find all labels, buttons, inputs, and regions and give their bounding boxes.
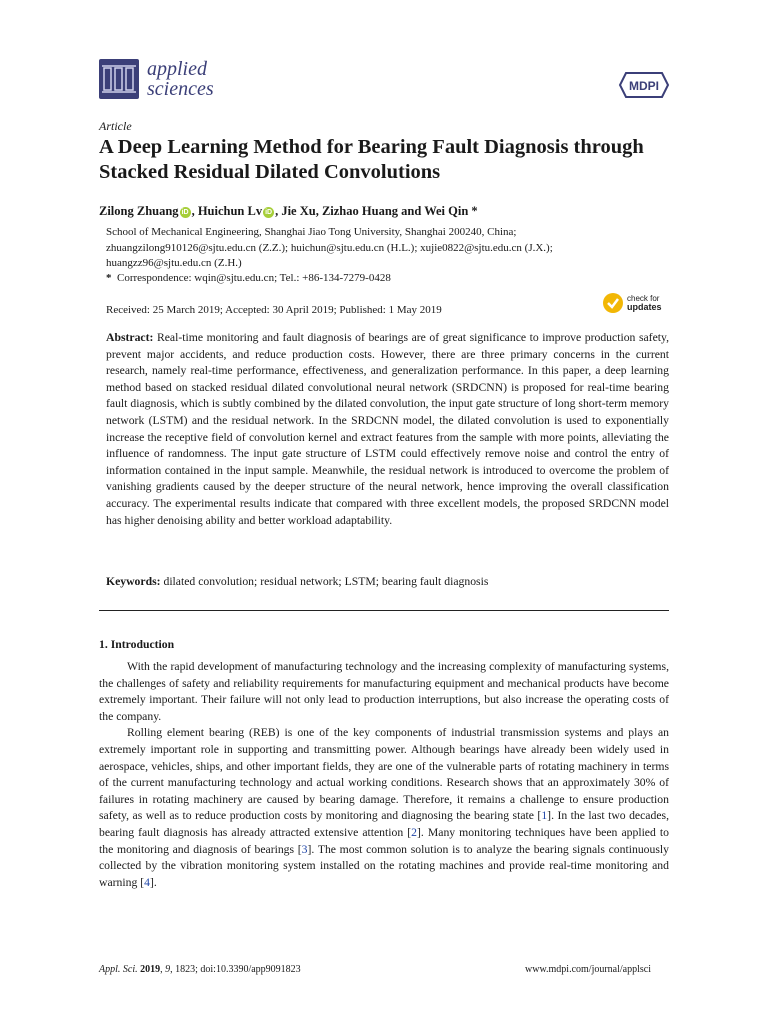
keywords-label: Keywords: — [106, 575, 161, 588]
correspondence-text: Correspondence: wqin@sjtu.edu.cn; Tel.: +86-134-7279-0428 — [117, 272, 391, 284]
footer-volume: 9 — [165, 964, 171, 975]
article-type: Article — [99, 119, 132, 133]
reference-link[interactable]: 2 — [411, 825, 417, 839]
affiliation-emails: zhuangzilong910126@sjtu.edu.cn (Z.Z.); huichun@sjtu.edu.cn (H.L.); xujie0822@sjtu.edu.cn (J.X.); — [106, 241, 553, 254]
paper-title: A Deep Learning Method for Bearing Fault Diagnosis through Stacked Residual Dilated Convolutions — [99, 136, 644, 183]
affiliation-emails: huangzz96@sjtu.edu.cn (Z.H.) — [106, 257, 242, 269]
footer-doi: , 1823; doi:10.3390/app9091823 — [170, 964, 301, 975]
introduction-body — [99, 659, 669, 891]
mdpi-logo-icon — [618, 71, 670, 99]
check-updates-line2: updates — [627, 302, 662, 312]
reference-link[interactable]: 3 — [301, 842, 308, 856]
orcid-icon[interactable]: iD — [265, 209, 273, 216]
footer-journal-abbr: Appl. Sci. — [99, 964, 138, 975]
publisher-name: MDPI — [629, 79, 659, 93]
keywords-text: dilated convolution; residual network; LSTM; bearing fault diagnosis — [163, 575, 489, 588]
section-divider — [99, 610, 669, 611]
check-updates-icon — [602, 292, 624, 314]
abstract-text: Real-time monitoring and fault diagnosis of bearings are of great significance to improve production safety, prevent major accidents, and reduce production costs. However, there are three primary concerns in the current research, namely real-time performance, effectiveness, and generalization performance. In this paper, a deep learning method based on stacked residual dilated convolutional neural network (SRDCNN) is proposed for real-time bearing fault diagnosis, which is subtly combined by the dilated convolution, the input gate structure of long short-term memory network (LSTM) and the residual network. In the SRDCNN model, the dilated convolution is used to exponentially increase the receptive field of convolution kernel and extract features from the sample with more points, alleviating the influence of randomness. The input gate structure of LSTM could effectively remove noise and control the entry of information contained in the input sample. Meanwhile, the residual network is introduced to overcome the problem of vanishing gradients caused by the deeper structure of the neural network, hence improving the overall classification accuracy. The experimental results indicate that compared with three excellent models, the proposed SRDCNN model has higher denoising ability and better workload adaptability. — [106, 331, 670, 527]
journal-logo — [99, 59, 214, 99]
journal-name-line2: sciences — [147, 78, 214, 100]
publication-dates: Received: 25 March 2019; Accepted: 30 April 2019; Published: 1 May 2019 — [106, 304, 442, 316]
author-1: Zilong Zhuang — [99, 204, 179, 218]
footer-year: 2019 — [140, 964, 161, 975]
affiliation-line: School of Mechanical Engineering, Shanghai Jiao Tong University, Shanghai 200240, China; — [106, 226, 517, 238]
abstract — [106, 330, 669, 529]
correspondence — [106, 272, 391, 284]
publisher-logo — [618, 71, 670, 104]
paragraph: Rolling element bearing (REB) is one of the key components of industrial transmission systems and plays an extremely important role in supporting and transmitting power. Although bearings have already been widely used in aerospace, vehicles, ships, and other important fields, they are one of the vulnerable parts of rotating machinery in terms of the current manufacturing technology and actual working conditions. Research shows that an approximately 30% of failures in rotating machinery are caused by bearing damage. Therefore, it remains a challenge to ensure production safety, as well as to reduce production costs by monitoring and diagnosing the bearing state [1]. In the last two decades, bearing fault diagnosis has already attracted extensive attention [2]. Many monitoring techniques have been applied to the monitoring and diagnosis of bearings [3]. The most common solution is to analyze the bearing signals continuously collected by the vibration monitoring system installed on the rotating machines and provide real-time monitoring and warning [4]. — [99, 726, 670, 889]
author-2: , Huichun Lv — [191, 204, 263, 218]
abstract-label: Abstract: — [106, 331, 154, 344]
check-for-updates-badge[interactable] — [602, 292, 662, 314]
applied-sciences-logo-icon — [99, 59, 139, 99]
journal-name-line1: applied — [147, 58, 207, 80]
section-heading: 1. Introduction — [99, 638, 175, 651]
footer-citation: Appl. Sci. 2019, 9, 1823; doi:10.3390/app9091823 — [99, 964, 301, 975]
authors-rest: , Jie Xu, Zizhao Huang and Wei Qin * — [275, 204, 478, 218]
author-list — [99, 204, 478, 219]
check-updates-line1: check for — [627, 294, 660, 303]
journal-name — [147, 59, 214, 99]
orcid-icon[interactable]: iD — [181, 209, 189, 216]
correspondence-star: * — [106, 272, 112, 284]
affiliation — [106, 225, 686, 272]
keywords — [106, 575, 488, 588]
footer-url[interactable]: www.mdpi.com/journal/applsci — [525, 964, 651, 975]
reference-link[interactable]: 4 — [144, 875, 150, 889]
paragraph: With the rapid development of manufacturing technology and the increasing complexity of manufacturing systems, the challenges of safety and reliability requirements for manufacturing equipment and mechanical products have become extremely important. Their failure will not only lead to production interruptions, but also increase the operating costs of the company. — [99, 660, 669, 723]
reference-link[interactable]: 1 — [541, 809, 548, 823]
